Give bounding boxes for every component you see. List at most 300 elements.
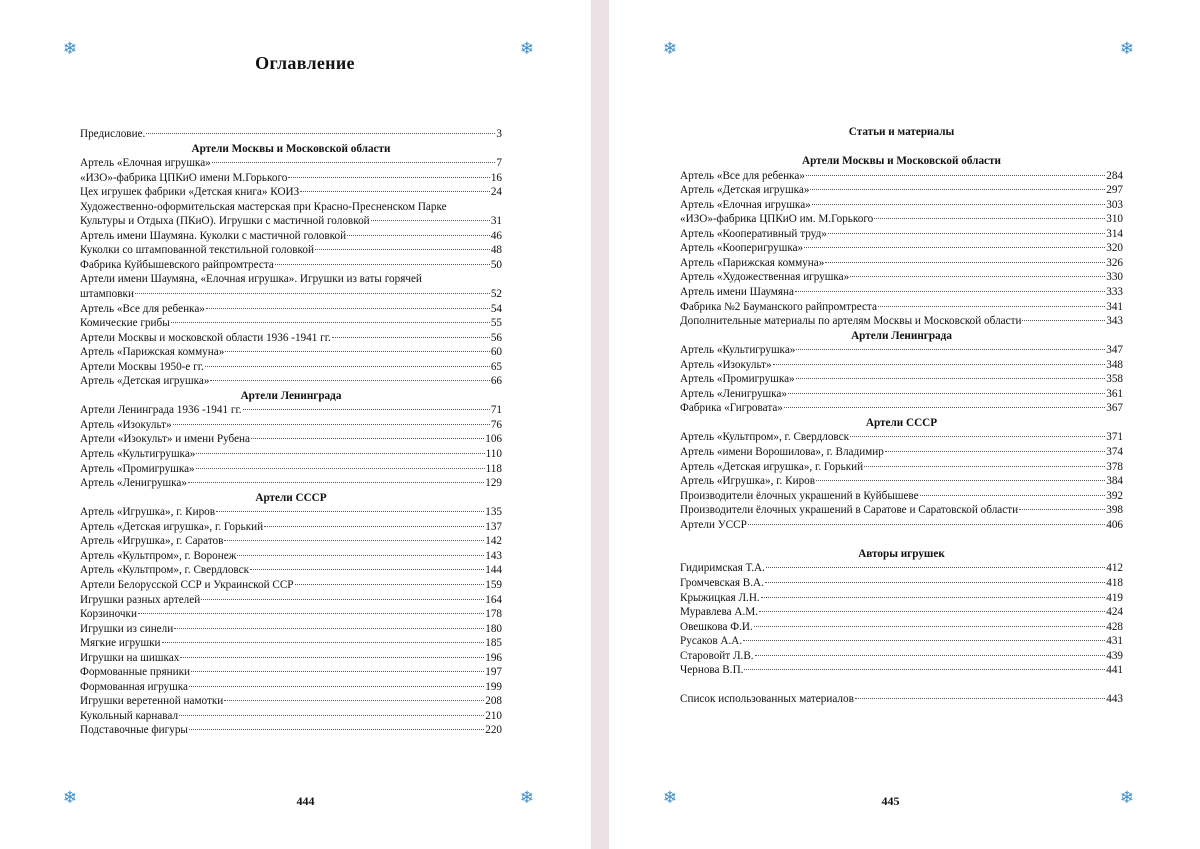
dot-leader (138, 613, 484, 614)
toc-entry-line: Художественно-оформительская мастерская при Красно-Пресненском Парке (80, 200, 447, 213)
toc-entry-page: 197 (485, 666, 502, 679)
toc-entry[interactable] (80, 171, 502, 186)
toc-entry-title: Артель имени Шаумяна. Куколки с мастичной головкой (80, 229, 347, 242)
toc-entry-page: 367 (1106, 402, 1123, 415)
toc-entry[interactable] (680, 256, 1123, 271)
book-gutter (591, 0, 609, 849)
toc-entry-page: 441 (1106, 664, 1123, 677)
toc-entry[interactable] (80, 258, 502, 273)
toc-entry-title: Артель «Елочная игрушка» (680, 198, 811, 211)
toc-entry-title: Артель «Кооперативный труд» (680, 227, 827, 240)
right-page (609, 0, 1200, 849)
dot-leader (288, 177, 489, 178)
dot-leader (135, 293, 490, 294)
toc-entry[interactable] (680, 649, 1123, 664)
toc-entry[interactable] (80, 549, 502, 564)
dot-leader (795, 291, 1105, 292)
toc-entry-page: 31 (490, 215, 502, 228)
toc-entry-title: Игрушки веретенной намотки (80, 695, 224, 708)
page-number: 445 (881, 794, 900, 808)
dot-leader (146, 133, 495, 134)
snowflake-icon: ❄ (519, 788, 535, 808)
toc-entry-title: Артель «Детская игрушка» (680, 184, 810, 197)
toc-entry-title: Артели Москвы и московской области 1936 -1941 гг. (80, 331, 331, 344)
toc-entry-title: Муравлева А.М. (680, 606, 759, 619)
toc-entry[interactable] (680, 503, 1123, 518)
toc-entry-page: 392 (1106, 489, 1123, 502)
toc-entry[interactable] (80, 331, 502, 346)
dot-leader (332, 337, 490, 338)
toc-list (80, 127, 502, 738)
toc-entry-title: Фабрика №2 Бауманского райпромтреста (680, 300, 877, 313)
section-heading: Артели Ленинграда (240, 389, 342, 402)
toc-entry-page: 418 (1106, 576, 1123, 589)
toc-entry[interactable] (80, 709, 502, 724)
dot-leader (196, 468, 485, 469)
toc-entry[interactable] (680, 212, 1123, 227)
toc-entry-page: 180 (485, 622, 502, 635)
toc-entry-title: Артель «Детская игрушка», г. Горький (80, 520, 264, 533)
toc-entry-page: 326 (1106, 256, 1123, 269)
toc-entry-page: 348 (1106, 358, 1123, 371)
dot-leader (205, 366, 490, 367)
toc-entry-title: Артель «Промигрушка» (680, 373, 795, 386)
dot-leader (206, 308, 490, 309)
toc-entry-page: 398 (1106, 504, 1123, 517)
dot-leader (810, 189, 1105, 190)
toc-entry[interactable] (680, 605, 1123, 620)
toc-entry-title: Артель «имени Ворошилова», г. Владимир (680, 446, 884, 459)
toc-entry-title: Артель «Культигрушка» (680, 344, 796, 357)
toc-entry-page: 71 (490, 404, 502, 417)
dot-leader (766, 567, 1105, 568)
toc-entry[interactable] (80, 622, 502, 637)
toc-entry-title: Артель «Изокульт» (80, 418, 172, 431)
page-number: 444 (296, 794, 315, 808)
toc-entry-page: 384 (1106, 475, 1123, 488)
toc-entry[interactable] (80, 316, 502, 331)
dot-leader (920, 495, 1106, 496)
toc-entry[interactable] (80, 432, 502, 447)
toc-entry-page: 303 (1106, 198, 1123, 211)
toc-entry[interactable] (80, 505, 502, 520)
toc-entry-title: Формованная игрушка (80, 680, 188, 693)
toc-list (680, 125, 1123, 707)
toc-entry-page: 419 (1106, 591, 1123, 604)
toc-entry-page: 143 (485, 549, 502, 562)
toc-entry-title: Игрушки разных артелей (80, 593, 201, 606)
toc-entry-title: Корзиночки (80, 608, 137, 621)
toc-entry-page: 16 (490, 171, 502, 184)
toc-entry[interactable] (80, 578, 502, 593)
toc-entry[interactable] (80, 229, 502, 244)
toc-entry[interactable] (680, 460, 1123, 475)
toc-entry-page: 371 (1106, 431, 1123, 444)
toc-entry[interactable] (680, 314, 1123, 329)
toc-entry-title: Артель «Культпром», г. Свердловск (80, 564, 250, 577)
dot-leader (1022, 320, 1105, 321)
dot-leader (210, 380, 489, 381)
snowflake-icon: ❄ (662, 39, 678, 59)
toc-entry[interactable] (680, 387, 1123, 402)
dot-leader (773, 364, 1106, 365)
toc-entry-title: Производители ёлочных украшений в Куйбышеве (680, 489, 919, 502)
toc-entry-title: Артель «Промигрушка» (80, 462, 195, 475)
toc-entry-page: 46 (490, 229, 502, 242)
toc-entry[interactable] (80, 520, 502, 535)
toc-entry-page: 347 (1106, 344, 1123, 357)
toc-entry[interactable] (80, 156, 502, 171)
dot-leader (804, 247, 1105, 248)
toc-entry[interactable] (80, 302, 502, 317)
toc-entry-page: 378 (1106, 460, 1123, 473)
toc-entry[interactable] (680, 620, 1123, 635)
dot-leader (806, 175, 1105, 176)
section-heading: Артели Ленинграда (851, 329, 952, 342)
dot-leader (201, 599, 484, 600)
toc-entry-page: 7 (496, 157, 502, 170)
toc-entry-title: Подставочные фигуры (80, 724, 188, 737)
toc-entry-title: Русаков А.А. (680, 635, 743, 648)
toc-entry-title: Куколки со штампованной текстильной головкой (80, 244, 314, 257)
toc-entry-title: Игрушки на шишках (80, 651, 180, 664)
toc-entry-title: «ИЗО»-фабрика ЦПКиО имени М.Горького (80, 171, 288, 184)
dot-leader (189, 729, 484, 730)
toc-entry[interactable] (80, 243, 502, 258)
toc-entry[interactable] (680, 518, 1123, 533)
toc-entry-title: Фабрика «Гигровата» (680, 402, 783, 415)
toc-entry[interactable] (80, 534, 502, 549)
snowflake-icon: ❄ (62, 788, 78, 808)
dot-leader (850, 276, 1105, 277)
toc-entry[interactable] (680, 401, 1123, 416)
dot-leader (761, 597, 1106, 598)
toc-entry-title: Артель «Культигрушка» (80, 448, 196, 461)
dot-leader (885, 451, 1105, 452)
toc-entry[interactable] (80, 287, 502, 302)
toc-entry-title: Артели Москвы 1950-е гг. (80, 360, 204, 373)
dot-leader (174, 628, 484, 629)
toc-entry-title: Артель «Парижская коммуна» (80, 346, 225, 359)
dot-leader (196, 453, 484, 454)
toc-entry-title: Кукольный карнавал (80, 709, 179, 722)
dot-leader (828, 233, 1105, 234)
section-heading: Артели СССР (865, 416, 938, 429)
dot-leader (864, 466, 1105, 467)
toc-entry-title: Артель «Ленигрушка» (680, 387, 787, 400)
toc-entry[interactable] (80, 563, 502, 578)
toc-entry-page: 210 (485, 709, 502, 722)
dot-leader (224, 700, 484, 701)
toc-entry-page: 144 (485, 564, 502, 577)
dot-leader (216, 511, 484, 512)
toc-entry-page: 185 (485, 637, 502, 650)
toc-entry-page: 135 (485, 506, 502, 519)
page-title: Оглавление (255, 53, 355, 73)
toc-entry-title: Артели Ленинграда 1936 -1941 гг. (80, 404, 242, 417)
toc-entry[interactable] (680, 343, 1123, 358)
toc-entry[interactable] (680, 561, 1123, 576)
dot-leader (251, 438, 484, 439)
section-heading: Артели Москвы и Московской области (191, 142, 391, 155)
toc-entry-page: 65 (490, 360, 502, 373)
dot-leader (784, 407, 1105, 408)
dot-leader (275, 264, 490, 265)
dot-leader (225, 351, 490, 352)
toc-entry-title: штамповки (80, 288, 134, 301)
section-heading: Авторы игрушек (858, 547, 945, 560)
spacer (680, 140, 1123, 155)
dot-leader (371, 220, 490, 221)
toc-entry-page: 443 (1106, 693, 1123, 706)
toc-entry-page: 54 (490, 302, 502, 315)
left-page (0, 0, 591, 849)
toc-entry-page: 412 (1106, 562, 1123, 575)
dot-leader (1019, 509, 1105, 510)
toc-entry[interactable] (80, 680, 502, 695)
dot-leader (347, 235, 490, 236)
toc-entry-page: 106 (485, 433, 502, 446)
dot-leader (300, 191, 490, 192)
toc-entry-title: Производители ёлочных украшений в Саратове и Саратовской области (680, 504, 1019, 517)
toc-entry[interactable] (80, 476, 502, 491)
snowflake-icon: ❄ (1119, 39, 1135, 59)
section-heading: Артели Москвы и Московской области (802, 155, 1001, 168)
snowflake-icon: ❄ (519, 39, 535, 59)
snowflake-icon: ❄ (662, 788, 678, 808)
toc-entry-title: Крыжицкая Л.Н. (680, 591, 760, 604)
section-heading: Статьи и материалы (848, 126, 955, 138)
toc-entry-page: 208 (485, 695, 502, 708)
toc-entry[interactable] (680, 300, 1123, 315)
dot-leader (237, 555, 484, 556)
dot-leader (874, 218, 1105, 219)
dot-leader (816, 480, 1105, 481)
toc-entry-title: Овешкова Ф.И. (680, 620, 753, 633)
dot-leader (250, 569, 484, 570)
toc-entry-page: 406 (1106, 518, 1123, 531)
toc-entry-title: Культуры и Отдыха (ПКиО). Игрушки с мастичной головкой (80, 215, 370, 228)
dot-leader (171, 322, 490, 323)
toc-entry-title: Комические грибы (80, 317, 170, 330)
toc-entry-page: 137 (485, 520, 502, 533)
toc-entry[interactable] (680, 591, 1123, 606)
toc-entry-page: 358 (1106, 373, 1123, 386)
dot-leader (180, 657, 484, 658)
toc-entry[interactable] (80, 345, 502, 360)
dot-leader (744, 669, 1105, 670)
toc-entry[interactable] (680, 285, 1123, 300)
toc-entry[interactable] (680, 372, 1123, 387)
spacer (680, 532, 1123, 547)
toc-entry[interactable] (80, 593, 502, 608)
toc-entry[interactable] (680, 270, 1123, 285)
dot-leader (212, 162, 496, 163)
toc-entry-title: Формованные пряники (80, 666, 191, 679)
toc-entry-title: Дополнительные материалы по артелям Москвы и Московской области (680, 315, 1022, 328)
dot-leader (315, 249, 490, 250)
toc-entry-title: Артель «Игрушка», г. Киров (80, 506, 216, 519)
toc-entry-page: 199 (485, 680, 502, 693)
snowflake-icon: ❄ (62, 39, 78, 59)
toc-entry-title: Артель «Детская игрушка» (80, 375, 210, 388)
toc-entry-page: 220 (485, 724, 502, 737)
toc-entry[interactable] (680, 474, 1123, 489)
toc-entry-page: 431 (1106, 635, 1123, 648)
toc-entry-page: 129 (485, 477, 502, 490)
dot-leader (765, 582, 1105, 583)
toc-entry-title: Мягкие игрушки (80, 637, 161, 650)
toc-entry-title: Артель «Ленигрушка» (80, 477, 187, 490)
toc-entry-title: Артель «Все для ребенка» (80, 302, 205, 315)
toc-entry-title: Артель «Культпром», г. Воронеж (80, 549, 237, 562)
toc-entry[interactable] (680, 358, 1123, 373)
dot-leader (788, 393, 1105, 394)
dot-leader (173, 424, 490, 425)
toc-entry-page: 24 (490, 186, 502, 199)
toc-entry-page: 3 (496, 128, 502, 140)
spacer (680, 678, 1123, 693)
toc-entry[interactable] (680, 198, 1123, 213)
toc-entry-page: 76 (490, 418, 502, 431)
toc-entry[interactable] (680, 430, 1123, 445)
toc-entry-title: Чернова В.П. (680, 664, 744, 677)
toc-entry[interactable] (80, 185, 502, 200)
toc-entry-title: Цех игрушек фабрики «Детская книга» КОИЗ (80, 186, 300, 199)
section-heading: Артели СССР (255, 491, 327, 504)
dot-leader (850, 436, 1105, 437)
toc-entry-title: Артель «Игрушка», г. Саратов (80, 535, 224, 548)
toc-entry-page: 60 (490, 346, 502, 359)
dot-leader (825, 262, 1105, 263)
toc-entry-title: Артель «Кооперигрушка» (680, 242, 804, 255)
toc-entry[interactable] (680, 663, 1123, 678)
toc-entry-title: Артель «Елочная игрушка» (80, 157, 211, 170)
toc-entry-page: 297 (1106, 184, 1123, 197)
toc-entry-page: 56 (490, 331, 502, 344)
toc-entry-title: «ИЗО»-фабрика ЦПКиО им. М.Горького (680, 213, 874, 226)
toc-entry[interactable] (80, 665, 502, 680)
dot-leader (796, 349, 1105, 350)
toc-entry-page: 52 (490, 288, 502, 301)
dot-leader (796, 378, 1106, 379)
dot-leader (191, 671, 484, 672)
toc-entry[interactable] (80, 360, 502, 375)
toc-entry-page: 196 (485, 651, 502, 664)
toc-entry-title: Артель «Изокульт» (680, 358, 772, 371)
toc-entry-page: 50 (490, 258, 502, 271)
toc-entry-page: 374 (1106, 446, 1123, 459)
toc-entry-title: Громчевская В.А. (680, 576, 764, 589)
dot-leader (189, 686, 484, 687)
toc-entry[interactable] (80, 651, 502, 666)
toc-entry[interactable] (80, 403, 502, 418)
toc-entry[interactable] (80, 636, 502, 651)
toc-entry-page: 178 (485, 608, 502, 621)
dot-leader (743, 640, 1105, 641)
dot-leader (162, 642, 485, 643)
toc-entry-page: 314 (1106, 227, 1123, 240)
dot-leader (759, 611, 1105, 612)
dot-leader (264, 526, 484, 527)
dot-leader (755, 655, 1106, 656)
toc-entry[interactable] (80, 214, 502, 229)
toc-entry-page: 343 (1106, 315, 1123, 328)
toc-entry[interactable] (80, 418, 502, 433)
toc-entry-page: 159 (485, 578, 502, 591)
toc-entry[interactable] (80, 127, 502, 142)
toc-entry-page: 333 (1106, 286, 1123, 299)
toc-entry[interactable] (80, 723, 502, 738)
toc-entry[interactable] (680, 227, 1123, 242)
toc-entry[interactable] (80, 607, 502, 622)
toc-entry-page: 142 (485, 535, 502, 548)
toc-entry-title: Артель «Парижская коммуна» (680, 256, 825, 269)
dot-leader (748, 524, 1105, 525)
toc-entry-page: 118 (485, 462, 502, 475)
toc-entry[interactable] (680, 445, 1123, 460)
toc-entry[interactable] (680, 241, 1123, 256)
toc-entry-page: 320 (1106, 242, 1123, 255)
toc-entry-title: Артель имени Шаумяна (680, 286, 794, 299)
toc-entry-page: 164 (485, 593, 502, 606)
toc-entry[interactable] (80, 447, 502, 462)
toc-entry-title: Гидиримская Т.А. (680, 562, 765, 575)
toc-entry-title: Предисловие. (80, 128, 146, 140)
toc-entry-title: Артель «Культпром», г. Свердловск (680, 431, 850, 444)
dot-leader (188, 482, 484, 483)
toc-entry-title: Артели УССР (680, 518, 747, 531)
toc-entry-title: Артель «Художественная игрушка» (680, 271, 850, 284)
toc-entry-page: 48 (490, 244, 502, 257)
dot-leader (179, 715, 484, 716)
toc-entry-page: 55 (490, 317, 502, 330)
toc-entry-page: 330 (1106, 271, 1123, 284)
toc-entry-page: 361 (1106, 387, 1123, 400)
toc-entry-page: 341 (1106, 300, 1123, 313)
toc-entry-title: Старовойт Л.В. (680, 649, 754, 662)
dot-leader (243, 409, 490, 410)
toc-entry-title: Фабрика Куйбышевского райпромтреста (80, 258, 274, 271)
toc-entry[interactable] (80, 462, 502, 477)
toc-entry-title: Артели Белорусской ССР и Украинской ССР (80, 578, 294, 591)
toc-entry[interactable] (680, 692, 1123, 707)
toc-entry-page: 428 (1106, 620, 1123, 633)
toc-entry[interactable] (680, 634, 1123, 649)
toc-entry[interactable] (80, 374, 502, 389)
toc-entry[interactable] (680, 183, 1123, 198)
toc-entry-page: 66 (490, 375, 502, 388)
dot-leader (295, 584, 485, 585)
toc-entry[interactable] (680, 576, 1123, 591)
snowflake-icon: ❄ (1119, 788, 1135, 808)
toc-entry-title: Артели «Изокульт» и имени Рубена (80, 433, 251, 446)
toc-entry-title: Игрушки из синели (80, 622, 174, 635)
dot-leader (812, 204, 1105, 205)
dot-leader (855, 698, 1105, 699)
toc-entry-page: 284 (1106, 169, 1123, 182)
dot-leader (224, 540, 484, 541)
toc-entry-page: 110 (485, 448, 502, 461)
toc-entry-title: Список использованных материалов (680, 693, 854, 706)
toc-entry-title: Артель «Игрушка», г. Киров (680, 475, 816, 488)
toc-entry[interactable] (680, 169, 1123, 184)
toc-entry-page: 439 (1106, 649, 1123, 662)
toc-entry[interactable] (80, 694, 502, 709)
toc-entry-title: Артель «Все для ребенка» (680, 169, 805, 182)
toc-entry[interactable] (680, 489, 1123, 504)
toc-entry-line: Артели имени Шаумяна, «Елочная игрушка». Игрушки из ваты горячей (80, 273, 422, 286)
